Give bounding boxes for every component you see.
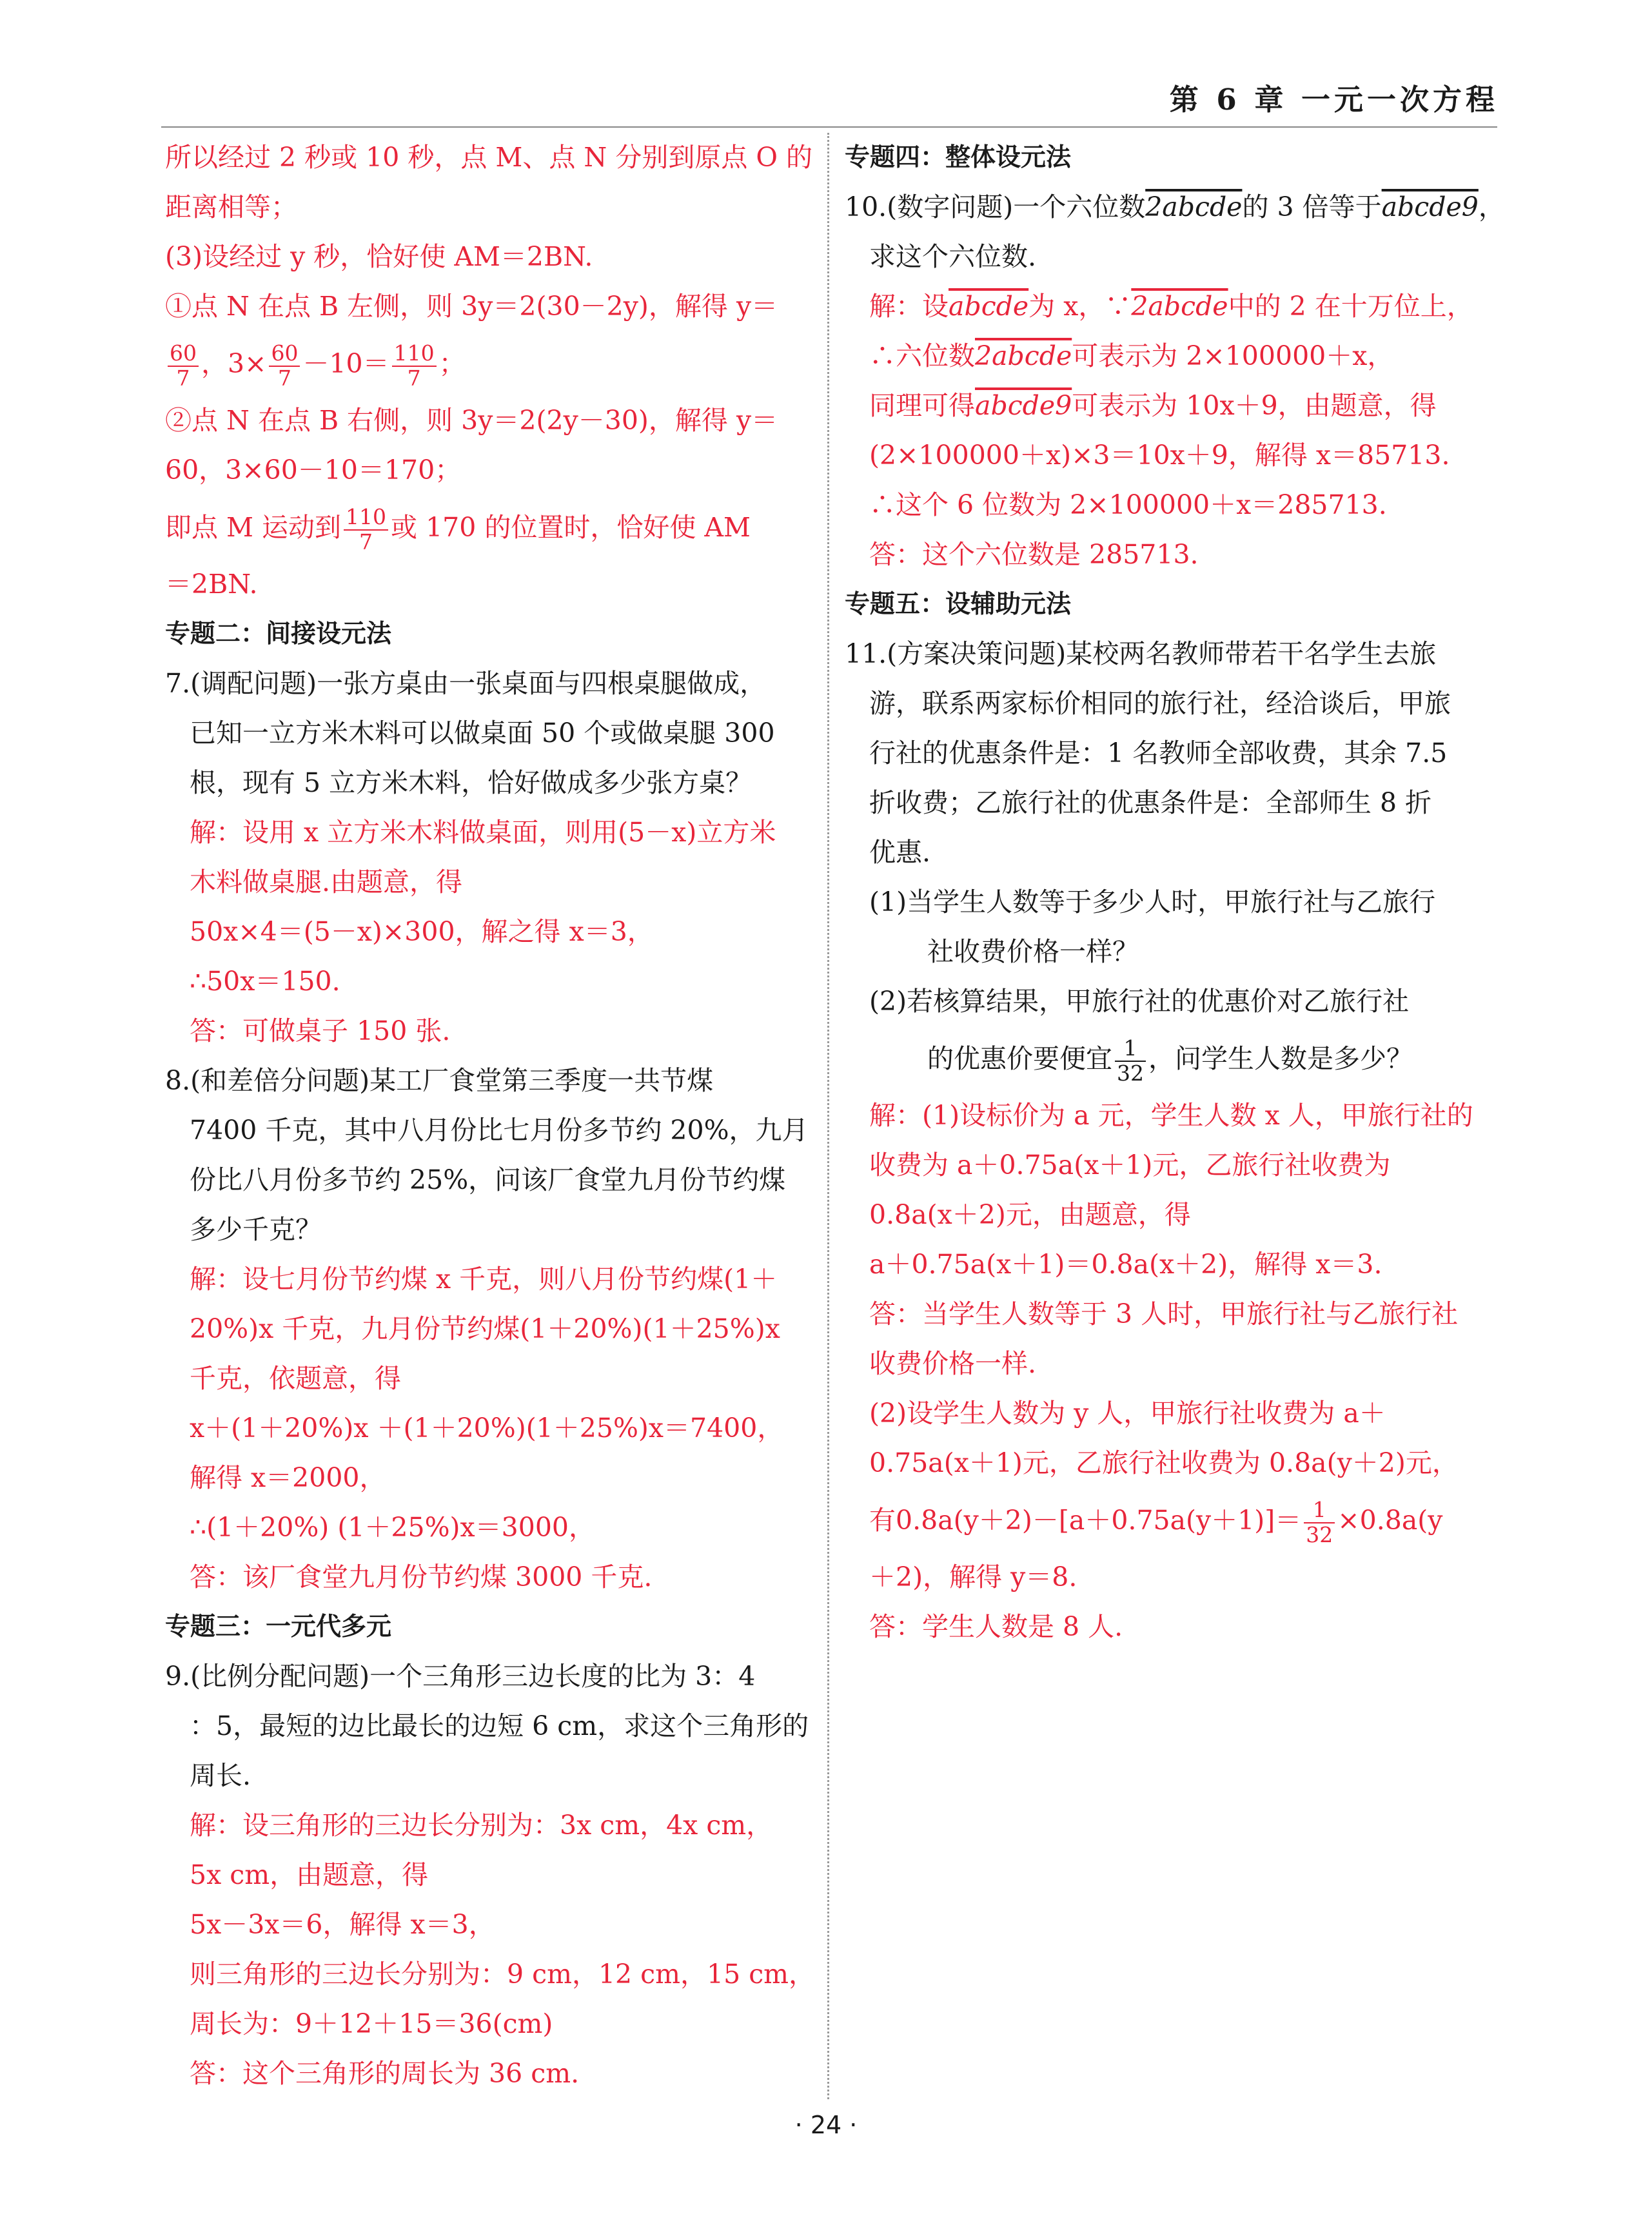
text-line: (3)设经过 y 秒，恰好使 AM＝2BN.: [165, 241, 593, 272]
answer-line: [845, 381, 1497, 431]
question-line: (2)若核算结果，甲旅行社的优惠价对乙旅行社: [869, 986, 1410, 1017]
answer-line: 收费价格一样.: [869, 1348, 1037, 1379]
numerator: 1: [1304, 1498, 1335, 1523]
fraction: [269, 342, 300, 390]
numerator: 110: [344, 505, 388, 530]
answer-line: 千克，依题意，得: [190, 1363, 401, 1394]
answer-line: 木料做桌腿.由题意，得: [190, 867, 463, 897]
text-span: 为 x，∵: [1028, 291, 1132, 322]
question-line: 根，现有 5 立方米木料，恰好做成多少张方桌？: [190, 767, 752, 798]
answer-line: (2)设学生人数为 y 人，甲旅行社收费为 a＋: [869, 1398, 1386, 1429]
overline-number: abcde9: [1381, 191, 1479, 222]
overline-number: abcde: [949, 291, 1029, 322]
question-line: 行社的优惠条件是：1 名教师全部收费，其余 7.5: [869, 738, 1448, 769]
numerator: 1: [1115, 1037, 1146, 1061]
text-span: 中的 2 在十万位上，: [1228, 291, 1473, 322]
overline-number: 2abcde: [1131, 291, 1228, 322]
denominator: 7: [176, 365, 190, 391]
question-line: 8.(和差倍分问题)某工厂食堂第三季度一共节煤: [165, 1065, 714, 1096]
answer-line: 答：该厂食堂九月份节约煤 3000 千克.: [190, 1562, 653, 1592]
fraction: [1304, 1498, 1335, 1547]
answer-line: 则三角形的三边长分别为：9 cm，12 cm，15 cm，: [190, 1959, 816, 1990]
text-span: 或 170 的位置时，恰好使 AM: [391, 512, 751, 543]
text-line: 距离相等；: [165, 191, 297, 222]
answer-line: [845, 331, 1497, 381]
page-number: · 24 ·: [794, 2111, 858, 2139]
denominator: 32: [1117, 1060, 1144, 1086]
answer-line: 0.75a(x＋1)元，乙旅行社收费为 0.8a(y＋2)元，: [869, 1447, 1459, 1478]
answer-line: 解得 x＝2000，: [190, 1462, 386, 1493]
numerator: 110: [392, 342, 437, 366]
answer-line: 5x cm，由题意，得: [190, 1859, 429, 1890]
answer-line: 解：设用 x 立方米木料做桌面，则用(5－x)立方米: [190, 817, 776, 848]
answer-line: x＋(1＋20%)x ＋(1＋20%)(1＋25%)x＝7400，: [190, 1413, 784, 1444]
answer-line: ∴这个 6 位数为 2×100000＋x＝285713.: [869, 489, 1387, 520]
answer-line: [845, 282, 1497, 331]
fraction-line: [845, 1026, 1497, 1091]
question-line: 求这个六位数.: [869, 241, 1037, 272]
question-line: 7400 千克，其中八月份比七月份多节约 20%，九月: [190, 1115, 809, 1146]
answer-line: ∴50x＝150.: [190, 966, 340, 997]
chapter-header: 第 6 章 一元一次方程: [1169, 83, 1499, 117]
denominator: 32: [1306, 1522, 1333, 1547]
fraction-line: [165, 495, 810, 560]
answer-line: 收费为 a＋0.75a(x＋1)元，乙旅行社收费为: [869, 1150, 1391, 1180]
question-line: 11.(方案决策问题)某校两名教师带若干名学生去旅: [845, 638, 1437, 669]
text-span: 可表示为 2×100000＋x，: [1072, 340, 1394, 371]
question-line: 游，联系两家标价相同的旅行社，经洽谈后，甲旅: [869, 688, 1451, 719]
answer-line: 答：这个六位数是 285713.: [869, 539, 1199, 570]
question-line: ：5，最短的边比最长的边短 6 cm，求这个三角形的: [190, 1710, 809, 1741]
question-line: 份比八月份多节约 25%，问该厂食堂九月份节约煤: [190, 1164, 786, 1195]
section-heading: 专题三：一元代多元: [165, 1612, 392, 1641]
answer-line: 解：设三角形的三边长分别为：3x cm，4x cm，: [190, 1810, 773, 1841]
denominator: 7: [359, 529, 373, 554]
column-divider: [827, 133, 829, 2099]
text-span: 的 3 倍等于: [1242, 191, 1382, 222]
text-span: ，3×: [201, 348, 267, 379]
answer-line: 周长为：9＋12＋15＝36(cm): [190, 2008, 553, 2039]
text-span: 的优惠价要便宜: [927, 1043, 1112, 1074]
text-span: ×0.8a(y: [1337, 1505, 1443, 1536]
question-line: 多少千克？: [190, 1214, 322, 1245]
answer-line: 5x－3x＝6，解得 x＝3，: [190, 1909, 495, 1940]
question-line: 折收费；乙旅行社的优惠条件是：全部师生 8 折: [869, 787, 1432, 818]
text-line: ②点 N 在点 B 右侧，则 3y＝2(2y－30)，解得 y＝: [165, 405, 778, 436]
question-line: 优惠.: [869, 837, 931, 868]
text-span: 有0.8a(y＋2)－[a＋0.75a(y＋1)]＝: [869, 1505, 1302, 1536]
section-heading: 专题五：设辅助元法: [845, 590, 1072, 619]
question-line: 周长.: [190, 1760, 251, 1791]
answer-line: a＋0.75a(x＋1)＝0.8a(x＋2)，解得 x＝3.: [869, 1249, 1382, 1280]
fraction-line: [165, 331, 810, 396]
text-span: 10.(数字问题)一个六位数: [845, 191, 1146, 222]
numerator: 60: [269, 342, 300, 366]
question-line: 已知一立方米木料可以做桌面 50 个或做桌腿 300: [190, 718, 775, 749]
answer-line: (2×100000＋x)×3＝10x＋9，解得 x＝85713.: [869, 440, 1450, 471]
section-heading: 专题二：间接设元法: [165, 620, 392, 649]
overline-number: 2abcde: [1145, 191, 1243, 222]
denominator: 7: [407, 365, 421, 391]
answer-line: 解：设七月份节约煤 x 千克，则八月份节约煤(1＋: [190, 1264, 778, 1295]
question-line: [845, 182, 1505, 232]
numerator: 60: [168, 342, 199, 366]
answer-line: ＋2)，解得 y＝8.: [869, 1562, 1077, 1592]
question-line: 9.(比例分配问题)一个三角形三边长度的比为 3：4: [165, 1661, 756, 1692]
fraction: [168, 342, 199, 390]
text-span: 即点 M 运动到: [165, 512, 342, 543]
question-line: 社收费价格一样？: [927, 936, 1139, 967]
fraction: [344, 505, 388, 554]
text-span: ，: [1478, 191, 1505, 222]
answer-line: 0.8a(x＋2)元，由题意，得: [869, 1199, 1191, 1230]
answer-line: 解：(1)设标价为 a 元，学生人数 x 人，甲旅行社的: [869, 1100, 1473, 1131]
answer-line: 答：这个三角形的周长为 36 cm.: [190, 2058, 580, 2089]
right-column: [845, 133, 1505, 1652]
text-line: ＝2BN.: [165, 569, 258, 600]
question-line: (1)当学生人数等于多少人时，甲旅行社与乙旅行: [869, 886, 1436, 917]
text-span: －10＝: [302, 348, 389, 379]
fraction-line: [845, 1488, 1497, 1552]
answer-line: 20%)x 千克，九月份节约煤(1＋20%)(1＋25%)x: [190, 1313, 780, 1344]
text-span: 解：设: [869, 291, 949, 322]
answer-line: ∴(1＋20%) (1＋25%)x＝3000，: [190, 1512, 595, 1543]
text-line: 60，3×60－10＝170；: [165, 455, 462, 485]
text-span: ；: [438, 348, 466, 379]
text-span: 可表示为 10x＋9，由题意，得: [1072, 390, 1437, 421]
answer-line: 答：可做桌子 150 张.: [190, 1015, 451, 1046]
answer-line: 答：学生人数是 8 人.: [869, 1611, 1123, 1642]
denominator: 7: [277, 365, 291, 391]
overline-number: abcde9: [975, 390, 1072, 421]
fraction: [392, 342, 437, 390]
text-span: ∴六位数: [869, 340, 975, 371]
answer-line: 答：当学生人数等于 3 人时，甲旅行社与乙旅行社: [869, 1298, 1459, 1329]
fraction: [1115, 1037, 1146, 1085]
text-span: 同理可得: [869, 390, 975, 421]
header-rule: [161, 126, 1497, 128]
text-span: ，问学生人数是多少？: [1148, 1043, 1413, 1074]
question-line: 7.(调配问题)一张方桌由一张桌面与四根桌腿做成，: [165, 668, 767, 699]
text-line: ①点 N 在点 B 左侧，则 3y＝2(30－2y)，解得 y＝: [165, 291, 778, 322]
overline-number: 2abcde: [975, 340, 1072, 371]
text-line: 所以经过 2 秒或 10 秒，点 M、点 N 分别到原点 O 的: [165, 142, 813, 173]
section-heading: 专题四：整体设元法: [845, 143, 1072, 172]
answer-line: 50x×4＝(5－x)×300，解之得 x＝3，: [190, 916, 654, 947]
left-column: [165, 133, 816, 2099]
